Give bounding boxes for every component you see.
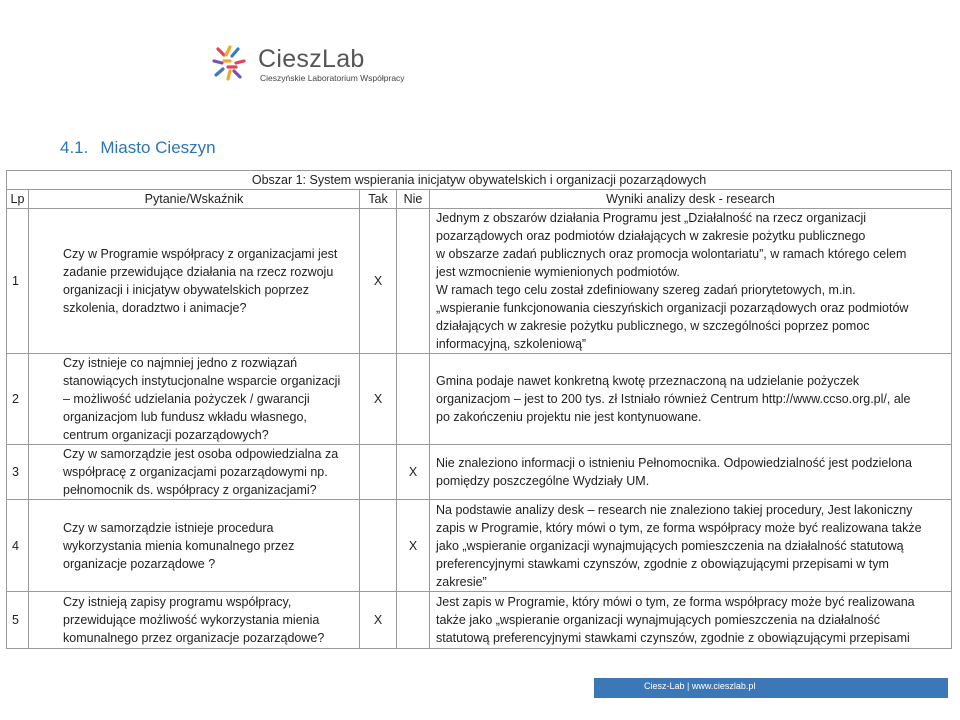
table-row [7, 500, 952, 592]
footer-text: Ciesz-Lab | www.cieszlab.pl [644, 681, 756, 691]
header-no: Nie [397, 190, 430, 209]
row-yes-mark [360, 445, 397, 500]
header-results: Wyniki analizy desk - research [430, 190, 952, 209]
row-number: 1 [7, 209, 29, 354]
header-yes: Tak [360, 190, 397, 209]
row-number: 3 [7, 445, 29, 500]
row-yes-mark: X [360, 592, 397, 649]
row-no-mark [397, 354, 430, 445]
row-number: 2 [7, 354, 29, 445]
section-title: Miasto Cieszyn [100, 138, 216, 157]
row-question: Czy istnieje co najmniej jedno z rozwiązań stanowiących instytucjonalne wsparcie organizacji – możliwość udzielania pożyczek / gwarancji organizacjom lub fundusz wkładu własnego, centrum organizacji pozarządowych? [29, 354, 360, 445]
area-title: Obszar 1: System wspierania inicjatyw obywatelskich i organizacji pozarządowych [7, 171, 952, 190]
row-result: Jest zapis w Programie, który mówi o tym, ze forma współpracy może być realizowana także jako „wspieranie organizacji wynajmujących pomieszczenia na działalność statutową preferencyjnymi stawkami czynszów, zgodnie z obowiązującymi przepisami [430, 592, 952, 649]
row-no-mark: X [397, 445, 430, 500]
table-row [7, 354, 952, 445]
row-number: 4 [7, 500, 29, 592]
row-result: Nie znaleziono informacji o istnieniu Pełnomocnika. Odpowiedzialność jest podzielona pomiędzy poszczególne Wydziały UM. [430, 445, 952, 500]
logo-name: CieszLab [258, 45, 365, 73]
header-row [7, 190, 952, 209]
logo-subtitle: Cieszyńskie Laboratorium Współpracy [260, 73, 405, 83]
section-number: 4.1. [60, 138, 89, 157]
table-row [7, 445, 952, 500]
table-row [7, 209, 952, 354]
row-question: Czy w samorządzie istnieje procedura wykorzystania mienia komunalnego przez organizacje pozarządowe ? [29, 500, 360, 592]
row-result: Na podstawie analizy desk – research nie znaleziono takiej procedury, Jest lakoniczny zapis w Programie, który mówi o tym, ze forma współpracy może być realizowana także jako „wspieranie organizacji wynajmujących pomieszczenia na działalność statutową preferencyjnymi stawkami czynszów, zgodnie z obowiązującymi przepisami w tym zakresie” [430, 500, 952, 592]
cieszlab-logo [210, 43, 410, 87]
row-number: 5 [7, 592, 29, 649]
row-yes-mark: X [360, 209, 397, 354]
analysis-table [6, 170, 952, 649]
header-question: Pytanie/Wskaźnik [29, 190, 360, 209]
table-row [7, 592, 952, 649]
row-no-mark: X [397, 500, 430, 592]
row-question: Czy istnieją zapisy programu współpracy, przewidujące możliwość wykorzystania mienia komunalnego przez organizacje pozarządowe? [29, 592, 360, 649]
row-result: Jednym z obszarów działania Programu jest „Działalność na rzecz organizacji pozarządowych oraz podmiotów działających w zakresie pożytku publicznego w obszarze zadań publicznych oraz promocja wolontariatu”, w ramach którego celem jest wzmocnienie wymienionych podmiotów. W ramach tego celu został zdefiniowany szereg zadań priorytetowych, m.in. „wspieranie funkcjonowania cieszyńskich organizacji pozarządowych oraz podmiotów działających w zakresie pożytku publicznego, w szczególności poprzez pomoc informacyjną, szkoleniową” [430, 209, 952, 354]
row-no-mark [397, 592, 430, 649]
row-yes-mark: X [360, 354, 397, 445]
footer-bar [594, 678, 948, 698]
row-yes-mark [360, 500, 397, 592]
row-result: Gmina podaje nawet konkretną kwotę przeznaczoną na udzielanie pożyczek organizacjom – jest to 200 tys. zł Istniało również Centrum http://www.ccso.org.pl/, ale po zakończeniu projektu nie jest kontynuowane. [430, 354, 952, 445]
header-lp: Lp [7, 190, 29, 209]
section-heading [60, 138, 216, 158]
area-title-row [7, 171, 952, 190]
row-no-mark [397, 209, 430, 354]
row-question: Czy w Programie współpracy z organizacjami jest zadanie przewidujące działania na rzecz rozwoju organizacji i inicjatyw obywatelskich poprzez szkolenia, doradztwo i animacje? [29, 209, 360, 354]
cieszlab-logo-icon [210, 43, 252, 85]
row-question: Czy w samorządzie jest osoba odpowiedzialna za współpracę z organizacjami pozarządowymi np. pełnomocnik ds. współpracy z organizacjami? [29, 445, 360, 500]
